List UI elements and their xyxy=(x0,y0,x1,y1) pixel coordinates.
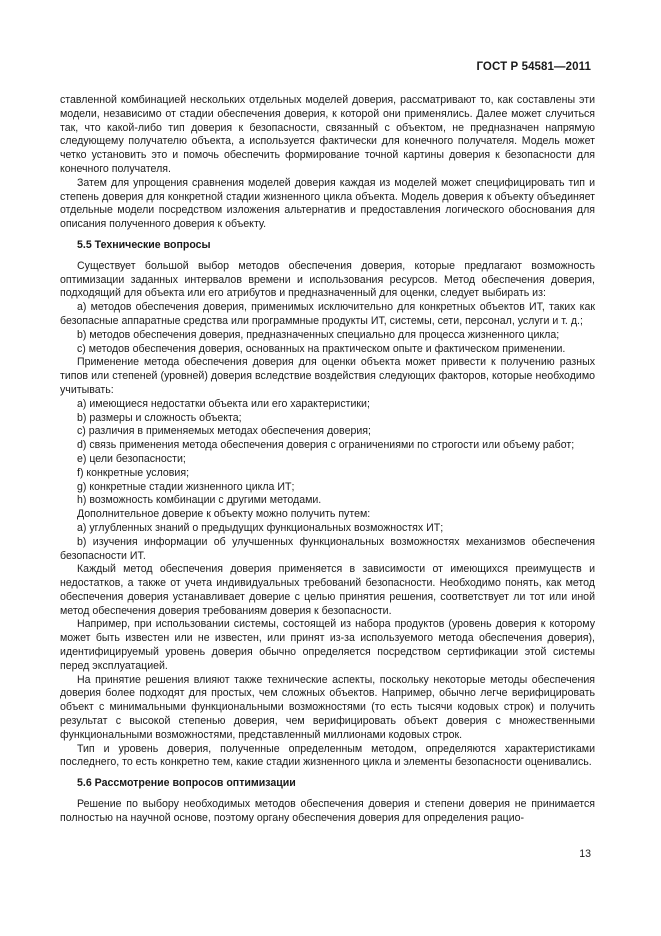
paragraph: На принятие решения влияют также технические аспекты, поскольку некоторые методы обеспечения доверия более подходят для простых, чем сложных объектов. Например, обычно легче верифицировать объект с минимальными функциональными возможностями (то есть тысячи кодовых строк) и получить результат с высокой степенью доверия, чем верифицировать объект доверия с множественными функциональными возможностями, представленный миллионами кодовых строк. xyxy=(60,673,595,741)
list-item: c) различия в применяемых методах обеспечения доверия; xyxy=(77,425,371,438)
paragraph: Каждый метод обеспечения доверия применяется в зависимости от имеющихся преимуществ и недостатков, а также от учета индивидуальных требований безопасности. Необходимо понять, как метод обеспечения доверия устанавливает доверие с целью принятия решения, соответствует ли тот или иной метод обеспечения доверия требованиям доверия к безопасности. xyxy=(60,563,595,617)
standard-header: ГОСТ Р 54581—2011 xyxy=(476,61,591,73)
section-heading-5-5: 5.5 Технические вопросы xyxy=(77,238,211,251)
list-item: g) конкретные стадии жизненного цикла ИТ; xyxy=(77,480,295,493)
list-item: a) методов обеспечения доверия, применимых исключительно для конкретных объектов ИТ, таких как безопасные аппаратные средства или программные продукты ИТ, системы, сети, персонал, услуги и т. д.; xyxy=(60,301,595,327)
section-heading-5-6: 5.6 Рассмотрение вопросов оптимизации xyxy=(77,777,296,790)
list-item: f) конкретные условия; xyxy=(77,466,190,479)
paragraph: Существует большой выбор методов обеспечения доверия, которые предлагают возможность оптимизации заданных интервалов времени и использования ресурсов. Метод обеспечения доверия, подходящий для объекта или его атрибутов и предназначенный для оценки, следует выбирать из: xyxy=(60,259,595,300)
list-item: a) углубленных знаний о предыдущих функциональных возможностях ИТ; xyxy=(77,521,444,534)
list-item: b) методов обеспечения доверия, предназначенных специально для процесса жизненного цикла; xyxy=(77,328,560,341)
document-body xyxy=(60,94,595,826)
list-item: b) изучения информации об улучшенных функциональных возможностях механизмов обеспечения безопасности ИТ. xyxy=(60,535,595,562)
paragraph: Затем для упрощения сравнения моделей доверия каждая из моделей может специфицировать тип и степень доверия для конкретной стадии жизненного цикла объекта. Модель доверия к объекту объединяет отдельные модели посредством изложения альтернатив и предоставления логического обоснования для описания полученного доверия к объекту. xyxy=(60,176,595,231)
list-item: c) методов обеспечения доверия, основанных на практическом опыте и фактическом применении. xyxy=(77,342,566,355)
paragraph: Например, при использовании системы, состоящей из набора продуктов (уровень доверия к которому может быть известен или не известен, или принят из-за используемого метода обеспечения доверия), идентифицируемый уровень доверия обычно определяется посредством сертификации этой системы перед эксплуатацией. xyxy=(60,618,595,672)
paragraph: Применение метода обеспечения доверия для оценки объекта может привести к получению разных типов или степеней (уровней) доверия вследствие воздействия следующих факторов, которые необходимо учитывать: xyxy=(60,356,595,396)
paragraph: ставленной комбинацией нескольких отдельных моделей доверия, рассматривают то, как составлены эти модели, независимо от стадии обеспечения доверия, к которой они применялись. Далее может случиться так, что какой-либо тип доверия к безопасности, связанный с объектом, не предназначен напрямую следующему получателю объекта, а используется фактически для конечного получателя. Модель может четко установить это и помочь обеспечить формирование точной картины доверия к безопасности для конечного получателя. xyxy=(60,94,595,175)
list-item: d) связь применения метода обеспечения доверия с ограничениями по строгости или объему работ; xyxy=(77,439,575,452)
paragraph: Решение по выбору необходимых методов обеспечения доверия и степени доверия не принимается полностью на научной основе, поэтому органу обеспечения доверия для определения рацио- xyxy=(60,798,595,824)
page-number: 13 xyxy=(579,848,591,860)
list-item: a) имеющиеся недостатки объекта или его характеристики; xyxy=(77,397,370,410)
paragraph: Дополнительное доверие к объекту можно получить путем: xyxy=(77,508,371,521)
list-item: b) размеры и сложность объекта; xyxy=(77,411,242,424)
list-item: h) возможность комбинации с другими методами. xyxy=(77,494,322,507)
list-item: e) цели безопасности; xyxy=(77,452,186,465)
paragraph: Тип и уровень доверия, полученные определенным методом, определяются характеристиками последнего, то есть конкретно тем, какие стадии жизненного цикла и элементы безопасности оценивались. xyxy=(60,742,595,769)
